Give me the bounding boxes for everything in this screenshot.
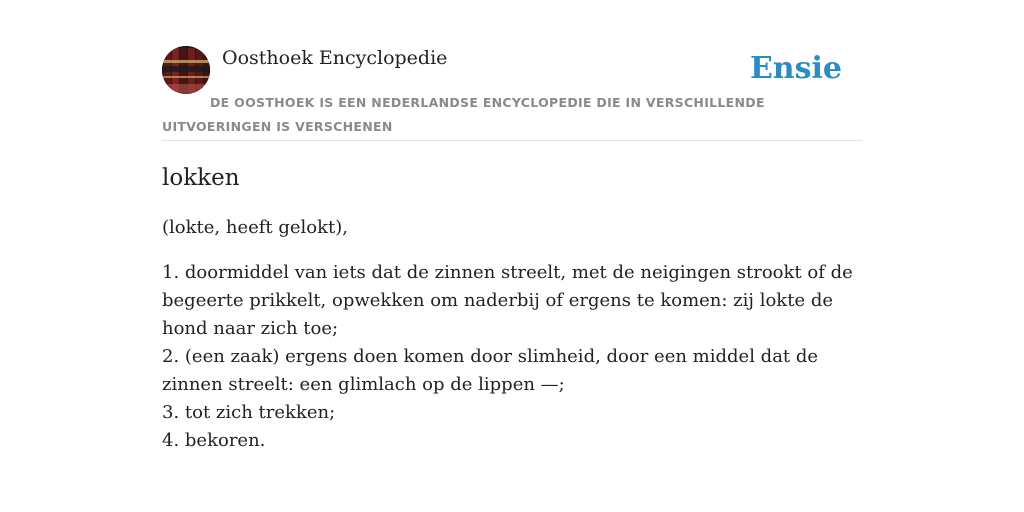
- site-header: [162, 46, 862, 141]
- entry-term: lokken: [162, 165, 240, 191]
- entry-content: [162, 162, 862, 455]
- entry-conjugation: (lokte, heeft gelokt),: [162, 217, 349, 238]
- encyclopedia-books-icon[interactable]: [162, 46, 210, 94]
- definition-list: [162, 259, 862, 455]
- definition-item: 1. doormiddel van iets dat de zinnen streelt, met de neigingen strookt of de begeerte prikkelt, opwekken om naderbij of ergens te komen: zij lokte de hond naar zich toe;: [162, 262, 853, 339]
- definition-item: 3. tot zich trekken;: [162, 402, 336, 423]
- ensie-logo[interactable]: Ensie: [749, 51, 842, 86]
- definition-item: 4. bekoren.: [162, 430, 266, 451]
- site-name[interactable]: Oosthoek Encyclopedie: [222, 47, 448, 69]
- site-tagline: DE OOSTHOEK IS EEN NEDERLANDSE ENCYCLOPEDIE DIE IN VERSCHILLENDE UITVOERINGEN IS VERSCHENEN: [162, 95, 765, 134]
- definition-item: 2. (een zaak) ergens doen komen door slimheid, door een middel dat de zinnen streelt: een glimlach op de lippen —;: [162, 346, 819, 395]
